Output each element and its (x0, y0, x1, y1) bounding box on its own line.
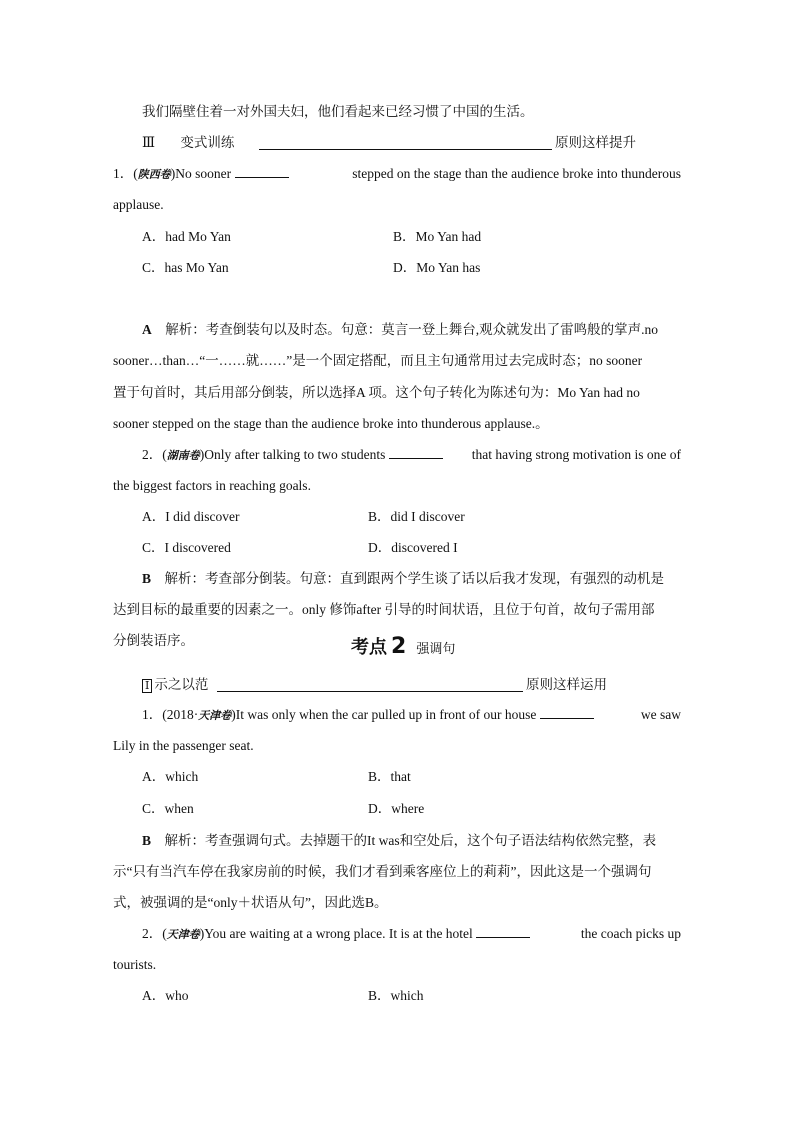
option-d: D．where (368, 801, 425, 816)
explanation-1-line-1: A 解析：考查倒装句以及时态。句意：莫言一登上舞台,观众就发出了雷鸣般的掌声.no (142, 322, 658, 337)
option-b: B．did I discover (368, 509, 465, 524)
source-tag: 天津卷 (198, 709, 232, 722)
explanation-1-line-4: sooner stepped on the stage than the audience broke into thunderous applause.。 (113, 416, 549, 431)
option-c: C．has Mo Yan (142, 260, 229, 275)
option-a: A．which (142, 769, 199, 784)
explanation-1-line-2: sooner…than…“一……就……”是一个固定搭配，而且主句通常用过去完成时态；no sooner (113, 353, 643, 368)
option-a: A．had Mo Yan (142, 229, 231, 244)
section-roman-numeral: Ⅲ (142, 135, 156, 150)
option-d: D．discovered I (368, 540, 458, 555)
answer-letter: B (142, 833, 152, 848)
option-b: B．which (368, 988, 424, 1003)
section-box-numeral: Ⅰ (142, 679, 152, 693)
answer-letter: A (142, 322, 152, 337)
question-2-line-1: 2．(湖南卷)Only after talking to two students that having strong motivation is one of (142, 447, 681, 462)
answer-blank (235, 165, 289, 178)
question-1-line-2: applause. (113, 197, 164, 212)
explanation-3-line-1: B 解析：考查强调句式。去掉题干的It was和空处后，这个句子语法结构依然完整，表 (142, 833, 657, 848)
header-rule (259, 149, 552, 150)
answer-blank (389, 446, 443, 459)
question-4-line-1: 2．(天津卷)You are waiting at a wrong place. It is at the hotel the coach picks up (142, 926, 681, 941)
practice-header (142, 134, 234, 152)
kaodian-subtitle: 强调句 (416, 641, 456, 656)
explanation-2-line-2: 达到目标的最重要的因素之一。only 修饰after 引导的时间状语，且位于句首，故句子需用部 (113, 602, 655, 617)
explanation-2-line-3: 分倒装语序。 (113, 633, 194, 648)
option-b: B．that (368, 769, 411, 784)
explanation-3-line-2: 示“只有当汽车停在我家房前的时候，我们才看到乘客座位上的莉莉”，因此这是一个强调句 (113, 864, 652, 879)
option-a: A．I did discover (142, 509, 240, 524)
answer-blank (540, 706, 594, 719)
example-header (142, 676, 208, 694)
explanation-1-line-3: 置于句首时，其后用部分倒装，所以选择A 项。这个句子转化为陈述句为：Mo Yan had no (113, 385, 640, 400)
section-tail: 原则这样提升 (555, 135, 636, 150)
intro-sentence: 我们隔壁住着一对外国夫妇，他们看起来已经习惯了中国的生活。 (142, 104, 534, 119)
header-rule (217, 691, 523, 692)
option-c: C．when (142, 801, 194, 816)
source-tag: 陕西卷 (137, 168, 171, 181)
source-tag: 湖南卷 (166, 449, 200, 462)
explanation-2-line-1: B 解析：考查部分倒装。句意：直到跟两个学生谈了话以后我才发现，有强烈的动机是 (142, 571, 665, 586)
answer-blank (476, 925, 530, 938)
section-title: 示之以范 (154, 677, 209, 692)
kaodian-number: 2 (391, 634, 407, 659)
section-title: 变式训练 (180, 135, 235, 150)
kaodian-heading (351, 636, 455, 660)
source-tag: 天津卷 (166, 928, 200, 941)
option-c: C．I discovered (142, 540, 231, 555)
question-3-line-2: Lily in the passenger seat. (113, 738, 254, 753)
question-2-line-2: the biggest factors in reaching goals. (113, 478, 311, 493)
question-3-line-1: 1．(2018·天津卷)It was only when the car pulled up in front of our house we saw (142, 707, 681, 722)
option-b: B．Mo Yan had (393, 229, 482, 244)
answer-letter: B (142, 571, 152, 586)
option-a: A．who (142, 988, 189, 1003)
question-1-line-1: 1．(陕西卷)No sooner stepped on the stage than the audience broke into thunderous (113, 166, 681, 181)
question-4-line-2: tourists. (113, 957, 157, 972)
kaodian-label: 考点 (351, 637, 387, 658)
explanation-3-line-3: 式，被强调的是“only＋状语从句”，因此选B。 (113, 895, 388, 910)
section-tail: 原则这样运用 (526, 677, 607, 692)
option-d: D．Mo Yan has (393, 260, 481, 275)
